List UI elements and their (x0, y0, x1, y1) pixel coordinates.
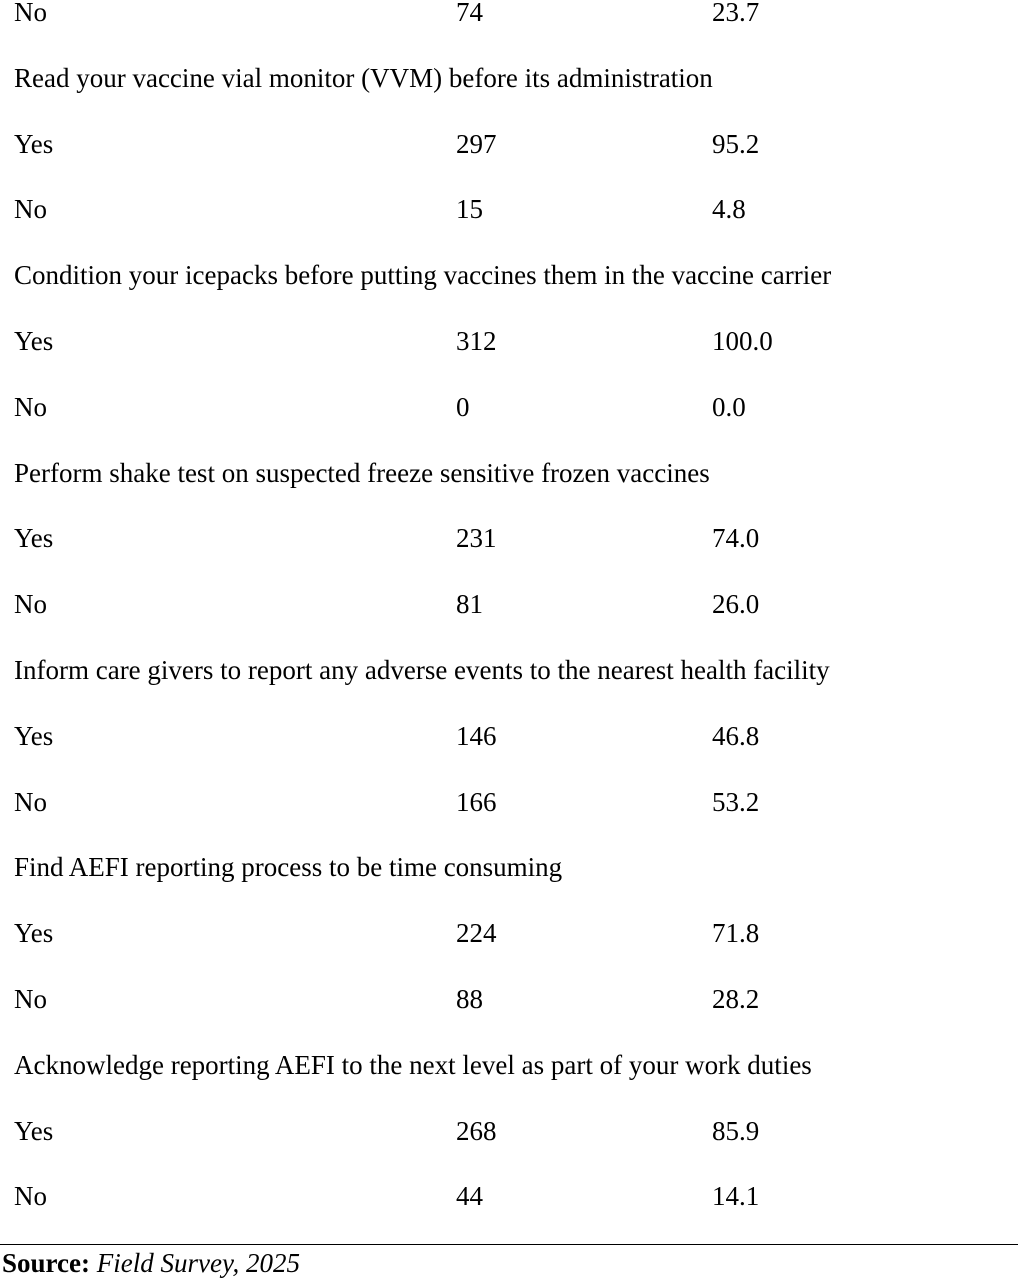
answer-label: Yes (14, 918, 54, 949)
percent-value: 0.0 (712, 391, 746, 422)
frequency-value: 74 (456, 0, 483, 27)
table-bottom-rule (0, 1244, 1018, 1245)
source-label: Source: (2, 1248, 90, 1278)
frequency-value: 146 (456, 720, 497, 751)
question-text: Find AEFI reporting process to be time consuming (14, 852, 563, 883)
answer-row (0, 1181, 1018, 1221)
question-text: Condition your icepacks before putting vaccines them in the vaccine carrier (14, 260, 832, 291)
percent-value: 95.2 (712, 128, 760, 159)
answer-label: No (14, 1181, 47, 1212)
question-text: Inform care givers to report any adverse events to the nearest health facility (14, 655, 830, 685)
percent-value: 53.2 (712, 786, 760, 817)
frequency-value: 0 (456, 391, 470, 422)
answer-row (0, 1116, 1018, 1156)
frequency-value: 312 (456, 326, 497, 356)
answer-row (0, 721, 1018, 761)
answer-label: No (14, 984, 47, 1014)
answer-label: Yes (14, 720, 54, 751)
percent-value: 4.8 (712, 194, 746, 225)
frequency-value: 166 (456, 786, 497, 817)
frequency-value: 81 (456, 589, 483, 620)
answer-row (0, 918, 1018, 958)
percent-value: 71.8 (712, 918, 760, 949)
answer-label: Yes (14, 1115, 54, 1146)
source-text: Field Survey, 2025 (96, 1248, 300, 1278)
source-note (2, 1246, 300, 1280)
frequency-value: 224 (456, 918, 497, 949)
answer-label: No (14, 194, 47, 225)
frequency-value: 15 (456, 194, 483, 225)
question-row (0, 655, 1018, 695)
question-text: Perform shake test on suspected freeze sensitive frozen vaccines (14, 457, 710, 488)
answer-row (0, 589, 1018, 629)
percent-value: 14.1 (712, 1181, 760, 1212)
percent-value: 28.2 (712, 984, 760, 1014)
answer-label: No (14, 391, 47, 422)
percent-value: 26.0 (712, 589, 760, 620)
answer-label: Yes (14, 523, 54, 554)
answer-label: Yes (14, 326, 54, 356)
answer-row (0, 523, 1018, 563)
percent-value: 74.0 (712, 523, 760, 554)
percent-value: 46.8 (712, 720, 760, 751)
answer-row (0, 129, 1018, 169)
percent-value: 23.7 (712, 0, 760, 27)
frequency-value: 88 (456, 984, 483, 1014)
question-row (0, 458, 1018, 498)
answer-row (0, 787, 1018, 827)
answer-row (0, 326, 1018, 366)
question-row (0, 1050, 1018, 1090)
percent-value: 85.9 (712, 1115, 760, 1146)
question-row (0, 63, 1018, 103)
answer-label: Yes (14, 128, 54, 159)
answer-row (0, 984, 1018, 1024)
answer-label: No (14, 0, 47, 27)
answer-row (0, 392, 1018, 432)
answer-label: No (14, 589, 47, 620)
question-text: Read your vaccine vial monitor (VVM) before its administration (14, 62, 713, 93)
question-text: Acknowledge reporting AEFI to the next level as part of your work duties (14, 1049, 812, 1080)
frequency-value: 231 (456, 523, 497, 554)
question-row (0, 852, 1018, 892)
question-row (0, 260, 1018, 300)
answer-label: No (14, 786, 47, 817)
percent-value: 100.0 (712, 326, 773, 356)
frequency-value: 268 (456, 1115, 497, 1146)
answer-row (0, 194, 1018, 234)
frequency-value: 297 (456, 128, 497, 159)
frequency-value: 44 (456, 1181, 483, 1212)
answer-row (0, 0, 1018, 37)
